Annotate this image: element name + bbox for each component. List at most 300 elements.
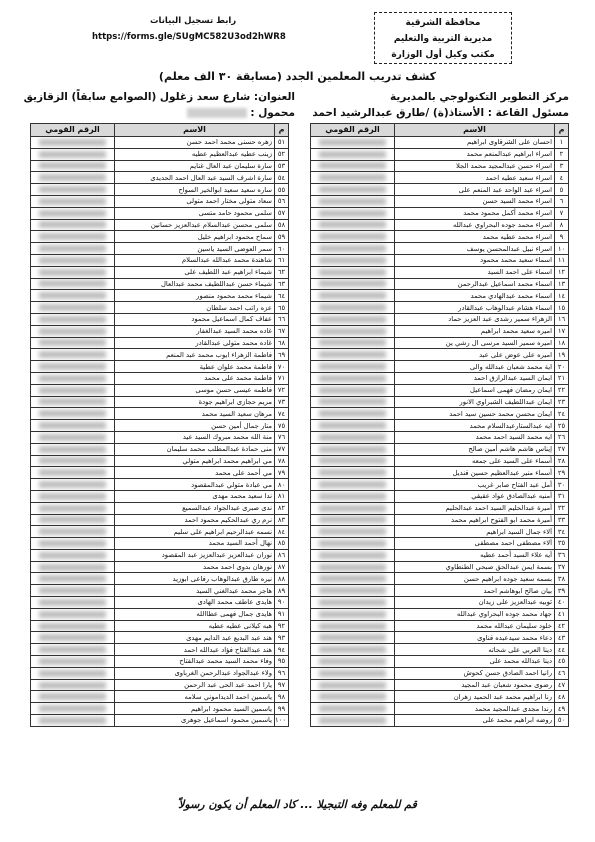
row-name: جهاد محمد جوده البحراوي عبدالله [395, 608, 555, 620]
redaction-blur [39, 351, 105, 358]
row-national-id-redacted [311, 667, 395, 679]
row-national-id-redacted [31, 597, 115, 609]
row-name: دينا عبدالله محمد على [395, 656, 555, 668]
directorate-box [374, 12, 512, 64]
row-number: ٧ [555, 207, 569, 219]
table-row [31, 219, 289, 231]
row-national-id-redacted [311, 337, 395, 349]
row-national-id-redacted [311, 703, 395, 715]
row-number: ٨٨ [275, 573, 289, 585]
row-name: ثوبيه عبدالعزيز على زيدان [395, 597, 555, 609]
redaction-blur [39, 186, 105, 193]
row-number: ٩٣ [275, 632, 289, 644]
redaction-blur [319, 599, 385, 606]
redaction-blur [39, 528, 105, 535]
row-name: وفاء محمد السيد محمد عبدالفتاح [115, 656, 275, 668]
row-name: فاطمة الزهراء ايوب محمد عبد المنعم [115, 349, 275, 361]
redaction-blur [39, 505, 105, 512]
row-national-id-redacted [311, 231, 395, 243]
table-row [311, 455, 569, 467]
row-number: ٤٠ [555, 597, 569, 609]
redaction-blur [39, 693, 105, 700]
row-number: ٨٤ [275, 526, 289, 538]
attendee-table-right [310, 123, 569, 727]
row-number: ٢٧ [555, 443, 569, 455]
row-national-id-redacted [311, 137, 395, 149]
table-row [31, 148, 289, 160]
redaction-blur [39, 328, 105, 335]
row-name: ايمان عبداللطيف الشبراوي الانور [395, 396, 555, 408]
row-number: ٩٥ [275, 656, 289, 668]
row-name: هايدى عاطف محمد الهادى [115, 597, 275, 609]
row-national-id-redacted [311, 361, 395, 373]
row-number: ٧٦ [275, 431, 289, 443]
table-row [31, 573, 289, 585]
row-number: ١٨ [555, 337, 569, 349]
redaction-blur [39, 564, 105, 571]
redaction-blur [319, 505, 385, 512]
row-national-id-redacted [311, 549, 395, 561]
table-row [311, 219, 569, 231]
table-row [31, 278, 289, 290]
row-number: ٩٢ [275, 620, 289, 632]
row-name: اسراء ابراهيم عبدالمنعم محمد [395, 148, 555, 160]
redaction-blur [319, 446, 385, 453]
row-number: ٨٧ [275, 561, 289, 573]
table-row [311, 715, 569, 727]
row-name: ايمان السيد عبدالرازق احمد [395, 372, 555, 384]
row-national-id-redacted [31, 361, 115, 373]
table-row [311, 608, 569, 620]
redaction-blur [319, 646, 385, 653]
row-name: سارة سليمان عبد العال غنايم [115, 160, 275, 172]
row-national-id-redacted [311, 207, 395, 219]
row-national-id-redacted [311, 573, 395, 585]
row-number: ٦٢ [275, 266, 289, 278]
table-row [31, 561, 289, 573]
row-national-id-redacted [311, 561, 395, 573]
row-number: ٥٧ [275, 207, 289, 219]
redaction-blur [319, 198, 385, 205]
table-row [311, 290, 569, 302]
table-row [31, 455, 289, 467]
table-row [311, 195, 569, 207]
row-number: ٢ [555, 148, 569, 160]
row-name: اسراء نبيل عبدالمحسن يوسف [395, 243, 555, 255]
table-row [311, 313, 569, 325]
row-name: مريم حجازى ابراهيم جودة [115, 396, 275, 408]
row-name: ياسمين محمود اسماعيل جوهرى [115, 715, 275, 727]
row-national-id-redacted [31, 644, 115, 656]
redaction-blur [319, 363, 385, 370]
row-name: منار جمال أمين حسن [115, 420, 275, 432]
row-national-id-redacted [31, 290, 115, 302]
row-number: ٩١ [275, 608, 289, 620]
row-name: ياسمين احمد الديداموني سلامه [115, 691, 275, 703]
redaction-blur [39, 363, 105, 370]
table-row [31, 302, 289, 314]
row-national-id-redacted [31, 372, 115, 384]
row-number: ٥٦ [275, 195, 289, 207]
redaction-blur [39, 410, 105, 417]
row-number: ٥٠ [555, 715, 569, 727]
row-number: ٨١ [275, 490, 289, 502]
table-row [311, 644, 569, 656]
row-national-id-redacted [311, 431, 395, 443]
table-row [31, 384, 289, 396]
row-name: دينا العربي على شحاته [395, 644, 555, 656]
row-number: ١٤ [555, 290, 569, 302]
redaction-blur [319, 375, 385, 382]
redaction-blur [39, 316, 105, 323]
row-national-id-redacted [31, 679, 115, 691]
redaction-blur [319, 233, 385, 240]
table-row [311, 538, 569, 550]
table-row [311, 490, 569, 502]
row-name: اسراء محمد أكمل محمود محمد [395, 207, 555, 219]
table-row [31, 526, 289, 538]
row-national-id-redacted [311, 502, 395, 514]
row-national-id-redacted [311, 313, 395, 325]
table-row [31, 479, 289, 491]
table-row [31, 703, 289, 715]
redaction-blur [39, 339, 105, 346]
row-number: ٣١ [555, 490, 569, 502]
redaction-blur [39, 387, 105, 394]
redaction-blur [319, 139, 385, 146]
table-row [31, 172, 289, 184]
redaction-blur [39, 599, 105, 606]
row-national-id-redacted [311, 538, 395, 550]
row-national-id-redacted [311, 455, 395, 467]
redaction-blur [39, 611, 105, 618]
row-number: ٨٠ [275, 479, 289, 491]
row-national-id-redacted [311, 172, 395, 184]
row-name: ندا سعيد محمد مهدى [115, 490, 275, 502]
row-national-id-redacted [311, 585, 395, 597]
row-national-id-redacted [311, 396, 395, 408]
table-row [31, 443, 289, 455]
row-name: اسماء على احمد السيد [395, 266, 555, 278]
redaction-blur [39, 493, 105, 500]
row-name: هايدى جمال فهمى عطاالله [115, 608, 275, 620]
table-row [31, 160, 289, 172]
row-name: رنا ابراهيم محمد عبد الحميد زهران [395, 691, 555, 703]
row-name: شيماء ابراهيم عبد اللطيف على [115, 266, 275, 278]
table-row [311, 431, 569, 443]
row-national-id-redacted [31, 195, 115, 207]
table-row [31, 538, 289, 550]
row-name: أميرة عبدالحليم السيد احمد عبدالحليم [395, 502, 555, 514]
col-nid-header: الرقم القومي [311, 124, 395, 137]
row-national-id-redacted [311, 656, 395, 668]
row-name: هند عبدالفتاح فؤاد عبدالله احمد [115, 644, 275, 656]
redaction-blur [39, 481, 105, 488]
redaction-blur [319, 682, 385, 689]
row-number: ٨٢ [275, 502, 289, 514]
row-name: ندى صبرى عبدالجواد عبدالسميع [115, 502, 275, 514]
row-number: ٤٣ [555, 632, 569, 644]
row-name: اسراء سعيد عطيه احمد [395, 172, 555, 184]
row-number: ٥١ [275, 137, 289, 149]
row-national-id-redacted [31, 443, 115, 455]
row-name: اسراء محمد السيد حسن [395, 195, 555, 207]
redaction-blur [319, 611, 385, 618]
row-number: ٦٣ [275, 278, 289, 290]
row-national-id-redacted [31, 396, 115, 408]
table-row [311, 502, 569, 514]
row-name: رانيا احمد الصادق حسن كحوش [395, 667, 555, 679]
row-number: ٦٨ [275, 337, 289, 349]
row-national-id-redacted [311, 620, 395, 632]
row-national-id-redacted [31, 184, 115, 196]
table-row [31, 431, 289, 443]
row-number: ٤ [555, 172, 569, 184]
row-number: ٤٧ [555, 679, 569, 691]
row-number: ٦٠ [275, 243, 289, 255]
row-name: سلمى محسن عبدالسلام عبدالعزيز حسانين [115, 219, 275, 231]
row-national-id-redacted [311, 349, 395, 361]
table-row [311, 231, 569, 243]
redaction-blur [319, 623, 385, 630]
redaction-blur [319, 387, 385, 394]
row-name: نهال أحمد السيد محمد [115, 538, 275, 550]
row-number: ٢٥ [555, 420, 569, 432]
redaction-blur [319, 245, 385, 252]
row-national-id-redacted [311, 195, 395, 207]
row-name: اسماء محمد اسماعيل عبدالرحمن [395, 278, 555, 290]
row-name: عفاف كمال اسماعيل محمود [115, 313, 275, 325]
row-name: فاطمة محمد على محمد [115, 372, 275, 384]
row-number: ٥٣ [275, 160, 289, 172]
redaction-blur [319, 269, 385, 276]
page-title: كشف تدريب المعلمين الجدد (مسابقة ٣٠ الف معلم) [158, 70, 437, 83]
redaction-blur [319, 469, 385, 476]
row-number: ٢٣ [555, 396, 569, 408]
table-row [311, 549, 569, 561]
redaction-blur [39, 292, 105, 299]
table-row [31, 396, 289, 408]
table-row [311, 349, 569, 361]
row-national-id-redacted [311, 302, 395, 314]
row-name: هند عبد البديع عبد الدايم مهدى [115, 632, 275, 644]
table-row [31, 679, 289, 691]
redaction-blur [39, 304, 105, 311]
col-name-header: الاسم [395, 124, 555, 137]
row-name: ايمان رمضان فهمى اسماعيل [395, 384, 555, 396]
redaction-blur [319, 658, 385, 665]
table-row [311, 160, 569, 172]
row-name: بسمه سعيد جوده ابراهيم حسن [395, 573, 555, 585]
row-national-id-redacted [31, 514, 115, 526]
redaction-blur [319, 481, 385, 488]
row-number: ٣٢ [555, 502, 569, 514]
row-name: ياسمين السيد محمود ابراهيم [115, 703, 275, 715]
row-name: رندا مجدى عبدالمجيد محمد [395, 703, 555, 715]
governorate-line: محافظة الشرقية [405, 18, 481, 28]
row-national-id-redacted [31, 502, 115, 514]
row-national-id-redacted [31, 243, 115, 255]
row-name: اسماء محمد عبدالهادي محمد [395, 290, 555, 302]
row-national-id-redacted [31, 172, 115, 184]
row-number: ٩ [555, 231, 569, 243]
row-number: ٨٦ [275, 549, 289, 561]
table-row [311, 420, 569, 432]
row-name: اسماء هشام عبدالوهاب عبدالقادر [395, 302, 555, 314]
row-number: ٨٩ [275, 585, 289, 597]
row-national-id-redacted [31, 608, 115, 620]
row-name: سلمى محمود حامد متسى [115, 207, 275, 219]
row-name: مي ابراهيم محمد ابراهيم متولي [115, 455, 275, 467]
row-national-id-redacted [311, 266, 395, 278]
table-row [311, 656, 569, 668]
row-name: بيان صالح ابوهاشم احمد [395, 585, 555, 597]
row-name: اميره على عوض على عبد [395, 349, 555, 361]
row-number: ٥٢ [275, 148, 289, 160]
row-national-id-redacted [311, 243, 395, 255]
attendee-table-left [30, 123, 289, 727]
table-row [31, 337, 289, 349]
row-national-id-redacted [31, 349, 115, 361]
table-row [31, 514, 289, 526]
redaction-blur [39, 245, 105, 252]
redaction-blur [39, 446, 105, 453]
row-name: ولاء عبدالجواد عبدالرحمن الغرباوى [115, 667, 275, 679]
redaction-blur [39, 257, 105, 264]
row-national-id-redacted [311, 597, 395, 609]
registration-link[interactable]: https://forms.gle/SUgMC582U3od2hWR8 [92, 32, 286, 42]
row-number: ٧٨ [275, 455, 289, 467]
row-number: ٣٣ [555, 514, 569, 526]
redaction-blur [39, 422, 105, 429]
row-name: نورهان بدوى احمد محمد [115, 561, 275, 573]
table-row [311, 585, 569, 597]
row-name: أسماء منير عبدالعظيم حسين قنديل [395, 467, 555, 479]
row-number: ٧٣ [275, 396, 289, 408]
redaction-blur [319, 280, 385, 287]
row-national-id-redacted [311, 372, 395, 384]
redaction-blur [319, 304, 385, 311]
table-row [31, 137, 289, 149]
row-number: ٥٩ [275, 231, 289, 243]
row-national-id-redacted [311, 408, 395, 420]
row-national-id-redacted [311, 644, 395, 656]
redaction-blur [319, 693, 385, 700]
table-row [31, 632, 289, 644]
mobile-redacted [187, 108, 247, 118]
redaction-blur [319, 634, 385, 641]
row-name: ايمان محسن محمد حسين سيد احمد [395, 408, 555, 420]
row-name: آلاء جمال السيد ابراهيم [395, 526, 555, 538]
row-national-id-redacted [31, 207, 115, 219]
table-row [311, 361, 569, 373]
table-row [311, 597, 569, 609]
redaction-blur [39, 552, 105, 559]
row-name: منة الله محمد مبروك السيد عيد [115, 431, 275, 443]
table-row [31, 608, 289, 620]
row-number: ٧٤ [275, 408, 289, 420]
redaction-blur [39, 658, 105, 665]
table-row [311, 302, 569, 314]
row-national-id-redacted [311, 420, 395, 432]
table-row [31, 207, 289, 219]
redaction-blur [319, 316, 385, 323]
row-national-id-redacted [31, 715, 115, 727]
row-name: إيناس هاشم هاشم أمين صالح [395, 443, 555, 455]
row-number: ٩٧ [275, 679, 289, 691]
row-name: شيماء حسن عبداللطيف محمد عبدالعال [115, 278, 275, 290]
row-national-id-redacted [31, 538, 115, 550]
mobile-label: محمول : [250, 107, 295, 119]
row-national-id-redacted [311, 632, 395, 644]
row-name: هبه كيلانى عطيه عطيه [115, 620, 275, 632]
row-number: ٣٤ [555, 526, 569, 538]
table-row [311, 679, 569, 691]
row-number: ٧٢ [275, 384, 289, 396]
row-name: نوران عبدالعزيز عبدالعزيز عبد المقصود [115, 549, 275, 561]
table-row [311, 172, 569, 184]
row-name: نسمه عبدالرحيم ابراهيم على سليم [115, 526, 275, 538]
row-name: احسان على الشرقاوى ابراهيم [395, 137, 555, 149]
row-national-id-redacted [31, 302, 115, 314]
row-number: ٣٠ [555, 479, 569, 491]
row-national-id-redacted [31, 691, 115, 703]
row-name: سعاد متولى مختار احمد متولى [115, 195, 275, 207]
row-number: ٣٨ [555, 573, 569, 585]
redaction-blur [39, 375, 105, 382]
redaction-blur [39, 469, 105, 476]
col-name-header: الاسم [115, 124, 275, 137]
row-national-id-redacted [31, 408, 115, 420]
table-row [311, 207, 569, 219]
row-name: أمنيه عبدالصادق عواد عقيقي [395, 490, 555, 502]
row-name: اسراء حسن عبدالمجيد محمد الجلا [395, 160, 555, 172]
row-national-id-redacted [31, 313, 115, 325]
row-national-id-redacted [31, 384, 115, 396]
redaction-blur [319, 705, 385, 712]
redaction-blur [319, 174, 385, 181]
row-national-id-redacted [311, 290, 395, 302]
row-national-id-redacted [31, 266, 115, 278]
redaction-blur [319, 186, 385, 193]
redaction-blur [39, 221, 105, 228]
row-number: ٥٤ [275, 172, 289, 184]
row-national-id-redacted [311, 184, 395, 196]
row-number: ٣ [555, 160, 569, 172]
row-number: ٤٥ [555, 656, 569, 668]
row-number: ١ [555, 137, 569, 149]
redaction-blur [319, 552, 385, 559]
row-number: ٤٩ [555, 703, 569, 715]
row-name: ايه عبدالستارعبدالسلام محمد [395, 420, 555, 432]
row-number: ١٢ [555, 266, 569, 278]
row-name: اسراء محمد جوده البحراوي عبدالله [395, 219, 555, 231]
table-row [311, 148, 569, 160]
row-national-id-redacted [311, 608, 395, 620]
table-row [31, 467, 289, 479]
row-name: أمل عبد الفتاح صابر غريب [395, 479, 555, 491]
redaction-blur [39, 670, 105, 677]
table-row [31, 620, 289, 632]
row-name: اميره سمير السيد مرسى ال رشي ين [395, 337, 555, 349]
redaction-blur [319, 351, 385, 358]
row-name: غاده محمد السيد عبدالغفار [115, 325, 275, 337]
row-number: ٦٥ [275, 302, 289, 314]
row-name: خلود سليمان عبدالله محمد [395, 620, 555, 632]
table-row [31, 549, 289, 561]
row-number: ٧٥ [275, 420, 289, 432]
redaction-blur [39, 139, 105, 146]
